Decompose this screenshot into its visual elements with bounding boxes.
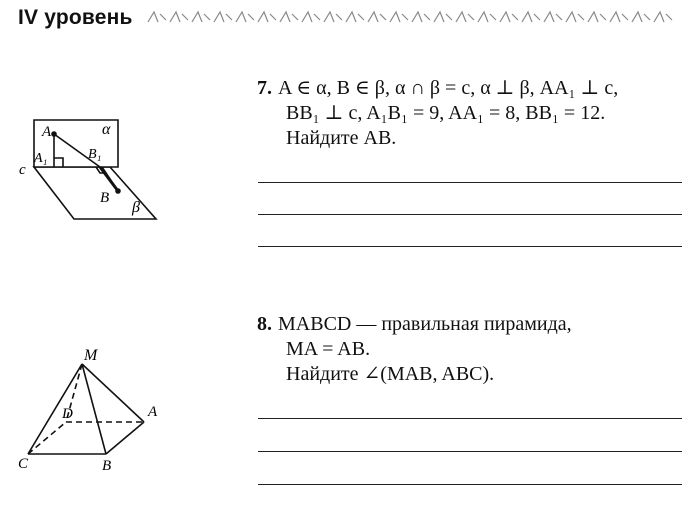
label-b1: B₁ [88,147,102,162]
point-b [116,189,120,193]
problem-8-line-1: 8. MABCD — правильная пирамида, [257,313,572,335]
edge-c-d-hidden [28,422,66,454]
label-m: M [84,347,98,364]
problem-7-line-3: Найдите AB. [286,127,397,149]
problem-7-line-2: BB₁ ⊥ c, A₁B₁ = 9, AA₁ = 8, BB₁ = 12. [286,102,606,124]
level-header [18,4,133,32]
problem-7-number: 7. [257,77,272,99]
figure-8 [14,342,174,474]
decorative-ornament [146,10,686,24]
label-beta: β [132,199,140,216]
answer-line-7-2[interactable] [258,214,682,215]
label-c: c [19,162,26,178]
answer-line-8-3[interactable] [258,484,682,485]
label-a1: A₁ [34,151,48,166]
answer-line-8-2[interactable] [258,451,682,452]
label-alpha: α [102,121,111,138]
problem-7 [257,76,618,151]
problem-8-line-2: MA = AB. [286,338,371,360]
answer-line-7-3[interactable] [258,246,682,247]
label-b: B [100,190,110,206]
answer-line-8-1[interactable] [258,418,682,419]
problem-8-line-3: Найдите ∠(MAB, ABC). [286,363,495,385]
label-a: A [148,404,158,420]
edge-m-a [82,364,144,422]
label-d: D [62,406,73,422]
edge-m-c [28,364,82,454]
label-c: C [18,456,29,472]
problem-8 [257,312,572,387]
label-a: A [42,124,52,140]
figure-7 [14,112,164,224]
edge-b-a [106,422,144,454]
point-a [52,132,56,136]
problem-8-number: 8. [257,313,272,335]
edge-m-b [82,364,106,454]
answer-line-7-1[interactable] [258,182,682,183]
label-b: B [102,458,112,474]
level-title: IV уровень [18,6,133,29]
segment-b1-b [102,167,118,191]
problem-7-line-1: 7. A ∈ α, B ∈ β, α ∩ β = c, α ⊥ β, AA₁ ⊥ c, [257,77,619,99]
